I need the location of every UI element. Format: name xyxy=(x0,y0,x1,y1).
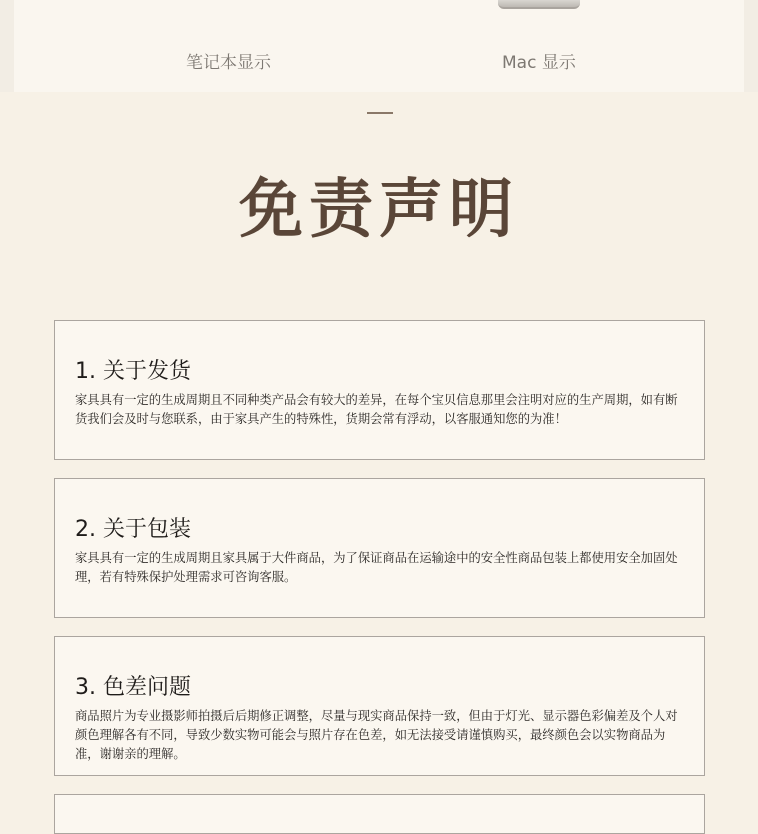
mac-laptop-icon xyxy=(498,0,580,9)
display-comparison-strip xyxy=(0,0,758,92)
title-divider xyxy=(367,112,393,114)
section-body: 家具具有一定的生成周期且不同种类产品会有较大的差异，在每个宝贝信息那里会注明对应的生产周期，如有断货我们会及时与您联系，由于家具产生的特殊性，货期会常有浮动，以客服通知您的为准！ xyxy=(75,393,678,426)
section-card-color-difference xyxy=(54,636,705,776)
page-title: 免责声明 xyxy=(239,172,519,247)
section-title: 2. 关于包装 xyxy=(75,517,191,542)
section-title: 1. 关于发货 xyxy=(75,359,191,384)
display-comparison-panel xyxy=(14,0,744,92)
mac-display-label: Mac 显示 xyxy=(502,53,576,73)
section-card-shipping xyxy=(54,320,705,460)
section-body: 家具具有一定的生成周期且家具属于大件商品，为了保证商品在运输途中的安全性商品包装上都使用安全加固处理，若有特殊保护处理需求可咨询客服。 xyxy=(75,551,678,584)
laptop-display-label: 笔记本显示 xyxy=(186,53,271,73)
section-card-next xyxy=(54,794,705,834)
section-title: 3. 色差问题 xyxy=(75,675,191,700)
section-card-packaging xyxy=(54,478,705,618)
section-body: 商品照片为专业摄影师拍摄后后期修正调整，尽量与现实商品保持一致，但由于灯光、显示器色彩偏差及个人对颜色理解各有不同，导致少数实物可能会与照片存在色差，如无法接受请谨慎购买，最终颜色会以实物商品为准，谢谢亲的理解。 xyxy=(75,709,678,761)
